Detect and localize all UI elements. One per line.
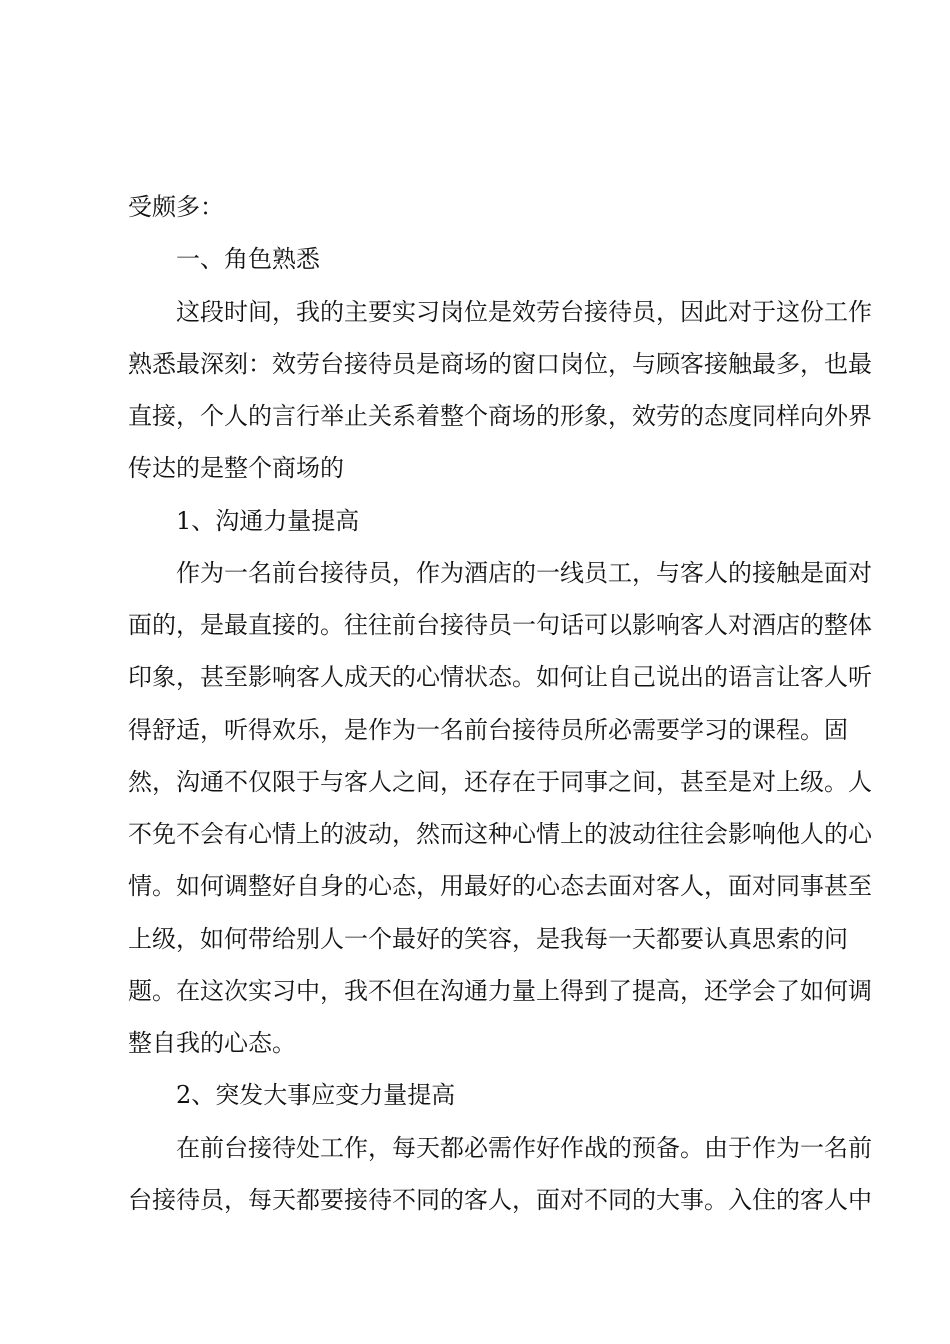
text-line: 熟悉最深刻：效劳台接待员是商场的窗口岗位，与顾客接触最多，也最 (128, 349, 872, 378)
document-body (128, 186, 872, 1231)
section-heading: 1、沟通力量提高 (176, 506, 360, 535)
text-line: 在前台接待处工作，每天都必需作好作战的预备。由于作为一名前 (176, 1133, 872, 1162)
text-line: 整自我的心态。 (128, 1029, 296, 1057)
text-line: 不免不会有心情上的波动，然而这种心情上的波动往往会影响他人的心 (128, 820, 872, 848)
text-line: 这段时间，我的主要实习岗位是效劳台接待员，因此对于这份工作 (176, 297, 872, 326)
text-line: 面的，是最直接的。往往前台接待员一句话可以影响客人对酒店的整体 (128, 611, 872, 639)
text-line: 受颇多： (128, 193, 224, 221)
text-line: 然，沟通不仅限于与客人之间，还存在于同事之间，甚至是对上级。人 (128, 767, 872, 796)
text-line: 台接待员，每天都要接待不同的客人，面对不同的大事。入住的客人中 (128, 1185, 872, 1214)
section-heading: 一、角色熟悉 (176, 245, 320, 274)
text-line: 传达的是整个商场的 (128, 454, 344, 483)
text-line: 作为一名前台接待员，作为酒店的一线员工，与客人的接触是面对 (176, 558, 872, 587)
text-line: 上级，如何带给别人一个最好的笑容，是我每一天都要认真思索的问 (128, 924, 848, 953)
text-line: 印象，甚至影响客人成天的心情状态。如何让自己说出的语言让客人听 (128, 663, 872, 692)
text-line: 题。在这次实习中，我不但在沟通力量上得到了提高，还学会了如何调 (128, 976, 872, 1005)
section-heading: 2、突发大事应变力量提高 (176, 1081, 456, 1110)
text-line: 得舒适，听得欢乐，是作为一名前台接待员所必需要学习的课程。固 (128, 715, 848, 744)
text-line: 直接，个人的言行举止关系着整个商场的形象，效劳的态度同样向外界 (128, 402, 872, 430)
text-line: 情。如何调整好自身的心态，用最好的心态去面对客人，面对同事甚至 (128, 872, 872, 901)
